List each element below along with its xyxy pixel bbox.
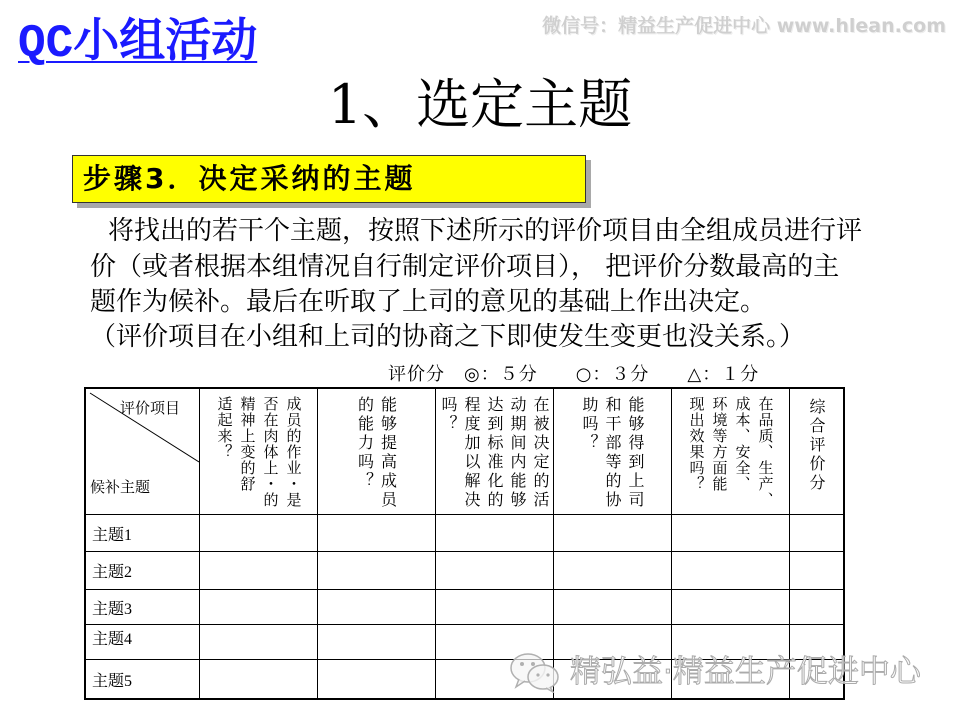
- criterion-text-column: 成本、安全、: [733, 396, 752, 492]
- score-cell: [554, 552, 672, 590]
- score-cell: [554, 590, 672, 625]
- score-cell: [200, 552, 318, 590]
- criterion-text-column: 现出效果吗？: [687, 396, 706, 492]
- step-box: [72, 155, 586, 203]
- criterion-text-column: 环境等方面能: [710, 396, 729, 492]
- criterion-text-column: 精神上变的舒: [238, 396, 257, 492]
- score-cell: [436, 515, 554, 552]
- criteria-axis-label: 评价项目: [120, 399, 181, 417]
- score-cell: [200, 625, 318, 660]
- score-cell: [672, 590, 790, 625]
- total-score-label: 综合评价分: [807, 398, 826, 493]
- score-cell: [200, 660, 318, 698]
- score-cell: [554, 515, 672, 552]
- score-cell: [318, 552, 436, 590]
- score-cell: [200, 515, 318, 552]
- score-cell: [318, 515, 436, 552]
- wechat-icon: [508, 651, 562, 693]
- total-score-header: [790, 389, 843, 515]
- criterion-text-column: 在被决定的活: [531, 396, 550, 510]
- body-line: 价（或者根据本组情况自行制定评价项目）， 把评价分数最高的主: [90, 252, 840, 282]
- criterion-text-column: 在品质、生产、: [756, 396, 775, 508]
- total-score-cell: [790, 590, 843, 625]
- score-cell: [436, 590, 554, 625]
- body-line: 将找出的若干个主题，按照下述所示的评价项目由全组成员进行评: [108, 216, 863, 246]
- total-score-cell: [790, 552, 843, 590]
- score-cell: [318, 660, 436, 698]
- page-heading: QC小组活动: [18, 18, 258, 70]
- row-label: 主题3: [86, 590, 200, 625]
- score-cell: [672, 515, 790, 552]
- criterion-text-column: 动期间内能够: [508, 396, 527, 510]
- criterion-text-column: 助吗？: [580, 396, 599, 453]
- step-label: 步骤3．决定采纳的主题: [83, 162, 416, 195]
- footer-watermark-text: 精弘益·精益生产促进中心: [570, 654, 921, 690]
- criterion-text-column: 达到标准化的: [485, 396, 504, 510]
- criterion-text-column: 否在肉体上・的: [261, 396, 280, 508]
- score-cell: [318, 590, 436, 625]
- criterion-text-column: 成员的作业・是: [284, 396, 303, 508]
- criterion-text-column: 能够得到上司: [626, 396, 645, 510]
- criterion-header: [672, 389, 790, 515]
- slide-title: 1、选定主题: [327, 73, 633, 136]
- total-score-cell: [790, 515, 843, 552]
- score-cell: [436, 552, 554, 590]
- criterion-header: [200, 389, 318, 515]
- row-label: 主题5: [86, 660, 200, 698]
- criterion-header: [436, 389, 554, 515]
- criterion-text-column: 吗？: [439, 396, 458, 434]
- top-watermark: 微信号：精益生产促进中心 www.hlean.com: [542, 15, 946, 37]
- row-label: 主题4: [86, 625, 200, 660]
- row-label: 主题2: [86, 552, 200, 590]
- score-cell: [672, 552, 790, 590]
- criterion-text-column: 程度加以解决: [462, 396, 481, 510]
- criterion-text-column: 和干部等的协: [603, 396, 622, 510]
- score-cell: [318, 625, 436, 660]
- body-note-line: （评价项目在小组和上司的协商之下即使发生变更也没关系。）: [90, 322, 806, 352]
- criterion-header: [554, 389, 672, 515]
- criterion-text-column: 适起来？: [215, 396, 234, 460]
- body-line: 题作为候补。最后在听取了上司的意见的基础上作出决定。: [90, 287, 767, 317]
- row-label: 主题1: [86, 515, 200, 552]
- candidate-axis-label: 候补主题: [90, 478, 151, 496]
- score-legend: 评价分 ◎：５分 ○：３分 △：１分: [388, 364, 760, 385]
- criterion-text-column: 能够提高成员: [378, 396, 398, 510]
- footer-watermark: [508, 650, 921, 694]
- corner-cell: [86, 389, 200, 515]
- score-cell: [200, 590, 318, 625]
- criterion-text-column: 的能力吗？: [355, 396, 375, 491]
- criterion-header: [318, 389, 436, 515]
